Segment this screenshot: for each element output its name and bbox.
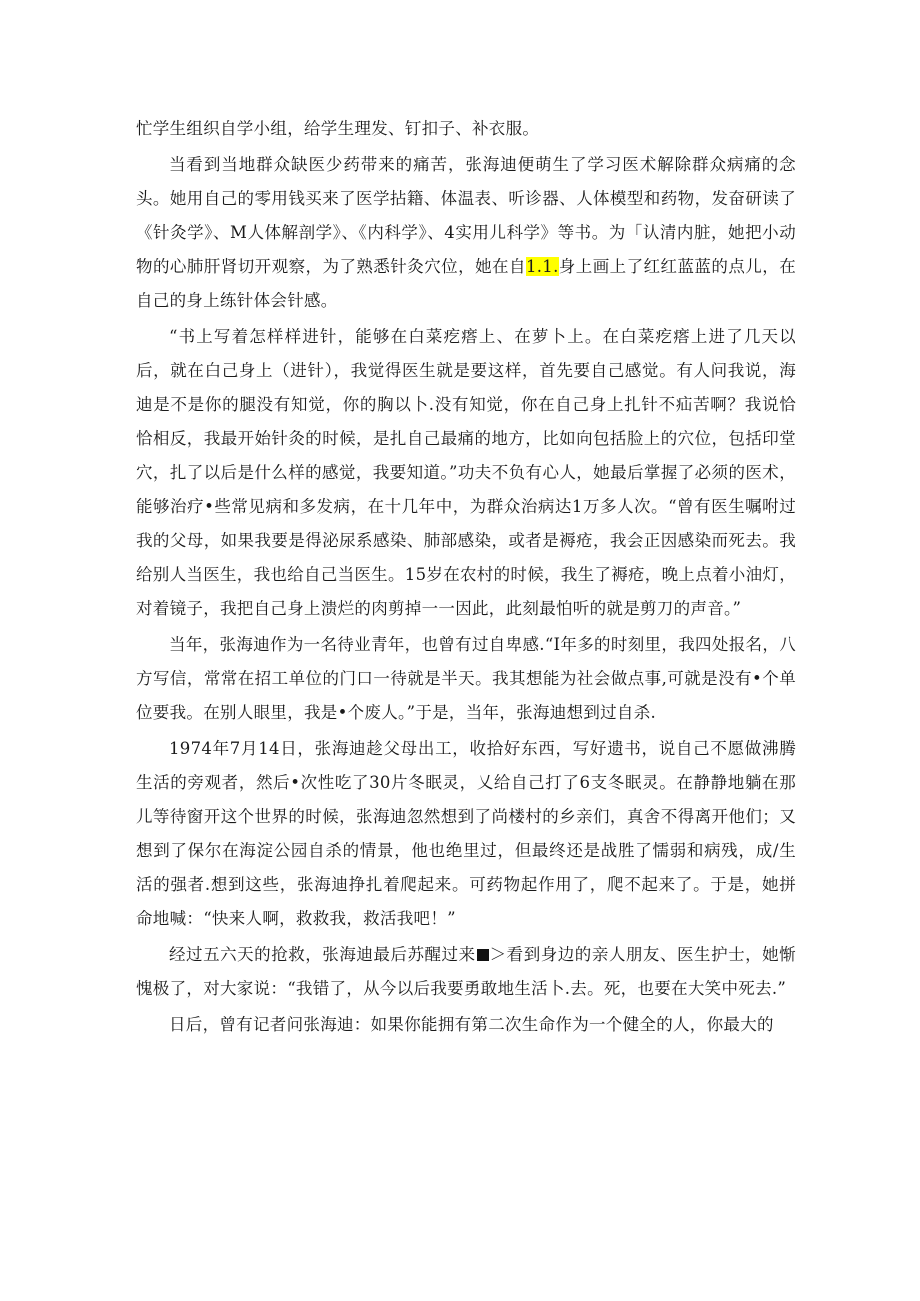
paragraph-5: 1974年7月14日，张海迪趁父母出工，收拾好东西，写好遗书，说自己不愿做沸腾生活的旁观者，然后•次性吃了30片冬眠灵，乂给自己打了6支冬眠灵。在静静地躺在那儿等待窗开这个世界的时候，张海迪忽然想到了尚楼村的乡亲们，真舍不得离开他们；又想到了保尔在海淀公园自杀的情景，他也绝里过，但最终还是战胜了懦弱和病残，成/生活的强者.想到这些，张海迪挣扎着爬起来。可药物起作用了，爬不起来了。于是，她拼命地喊：“快来人啊，救救我，救活我吧！” <box>136 739 796 928</box>
paragraph-7: 日后，曾有记者问张海迪：如果你能拥有第二次生命作为一个健全的人，你最大的 <box>169 1015 774 1034</box>
paragraph-3: “书上写着怎样样进针，能够在白菜疙瘩上、在萝卜上。在白菜疙瘩上进了几天以后，就在白己身上（进针），我觉得医生就是要这样，首先要自己感觉。有人问我说，海迪是不是你的腿没有知觉，你的胸以卜.没有知觉，你在自己身上扎针不疝苦啊？我说恰恰相反，我最开始针灸的时候，是扎自己最痛的地方，比如向包括脸上的穴位，包括印堂穴，扎了以后是什么样的感觉，我要知道。”功夫不负有心人，她最后掌握了必须的医术，能够治疗•些常见病和多发病，在十几年中，为群众治病达1万多人次。“曾有医生嘱咐过我的父母，如果我要是得泌尿系感染、肺部感染，或者是褥疮，我会正因感染而死去。我给别人当医生，我也给自己当医生。15岁在农村的时候，我生了褥疮，晚上点着小油灯，对着镜子，我把自己身上溃烂的肉剪掉一一因此，此刻最怕听的就是剪刀的声音。” <box>136 327 796 618</box>
paragraph-6 <box>136 938 796 1006</box>
paragraph-2-text-b: 身上画上了红红蓝蓝的点儿，在自己的身上练针体会针感。 <box>136 257 796 310</box>
paragraph-6-text-b: ＞看到身边的亲人朋友、医生护士，她惭愧极了，对大家说：“我错了，从今以后我要勇敢地生活卜.去。死，也要在大笑中死去.” <box>136 945 797 998</box>
paragraph-4: 当年，张海迪作为一名待业青年，也曾有过自卑感.“I年多的时刻里，我四处报名，八方写信，常常在招工单位的门口一待就是半天。我其想能为社会做点事,可就是没有•个单位要我。在别人眼里，我是•个废人。”于是，当年，张海迪想到过自杀. <box>136 635 796 722</box>
paragraph-2 <box>136 148 796 318</box>
paragraph-6-text-a: 经过五六天的抢救，张海迪最后苏醒过来 <box>169 945 476 964</box>
highlighted-text: 1.1. <box>525 257 559 276</box>
document-body <box>136 112 796 1042</box>
black-square-glyph <box>477 949 489 961</box>
paragraph-1: 忙学生组织自学小组，给学生理发、钉扣子、补衣服。 <box>136 119 540 138</box>
paragraph-2-text-a: 当看到当地群众缺医少药带来的痛苦，张海迪便萌生了学习医术解除群众病痛的念头。她用自己的零用钱买来了医学拈籍、体温表、听诊器、人体模型和药物，发奋研读了《针灸学》、M人体解剖学》、《内科学》、4实用儿科学》等书。为「认清内脏，她把小动物的心肺肝肾切开观察，为了熟悉针灸穴位，她在自 <box>136 155 796 276</box>
